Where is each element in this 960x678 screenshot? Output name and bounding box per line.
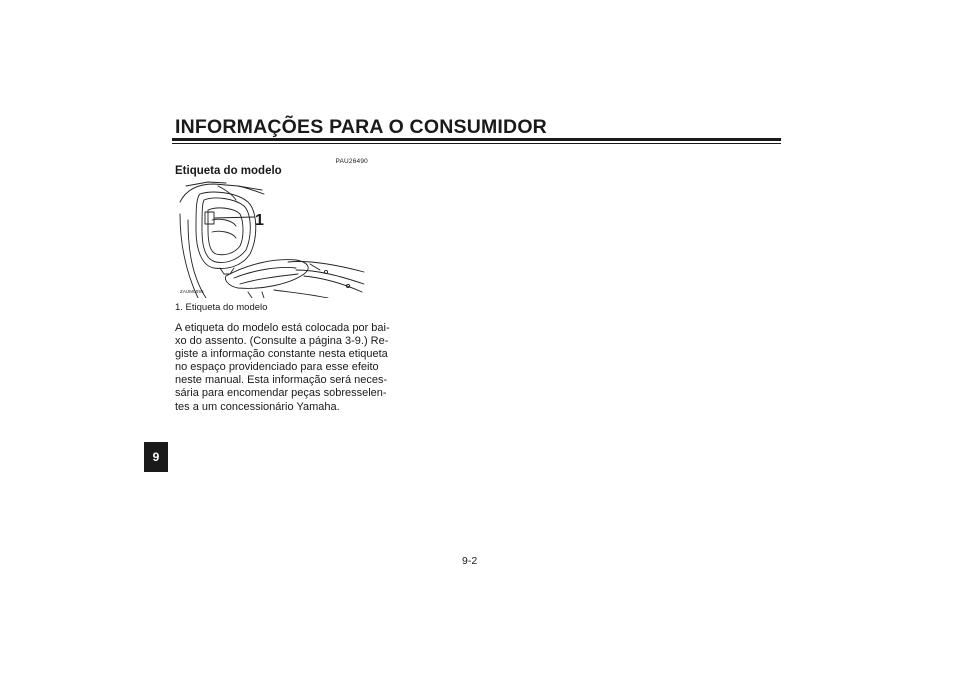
chapter-tab [144, 442, 168, 472]
chapter-title: INFORMAÇÕES PARA O CONSUMIDOR [175, 116, 547, 138]
chapter-tab-number: 9 [152, 450, 160, 464]
figure-caption: 1. Etiqueta do modelo [175, 302, 268, 313]
header-rule-thick [172, 138, 781, 141]
section-heading: Etiqueta do modelo [175, 165, 282, 177]
body-line: tes a um concessionário Yamaha. [175, 400, 340, 413]
body-line: A etiqueta do modelo está colocada por bai- [175, 322, 390, 334]
model-label-illustration [178, 180, 366, 298]
body-line: no espaço providenciado para esse efeito [175, 361, 379, 374]
body-line: sária para encomendar peças sobresselen- [175, 387, 387, 400]
body-line: neste manual. Esta informação será neces- [175, 374, 388, 387]
body-paragraph [175, 322, 390, 414]
section-ref-code: PAU26490 [335, 158, 368, 165]
body-line: giste a informação constante nesta etiqueta [175, 348, 388, 361]
body-line: xo do assento. (Consulte a página 3-9.) Re- [175, 335, 389, 348]
figure-code: ZAUM0095 [180, 289, 204, 294]
header-rule-thin [172, 143, 781, 144]
page-number: 9-2 [462, 555, 478, 567]
seat-storage-drawing [178, 180, 366, 298]
figure-callout-number: 1 [255, 212, 264, 229]
